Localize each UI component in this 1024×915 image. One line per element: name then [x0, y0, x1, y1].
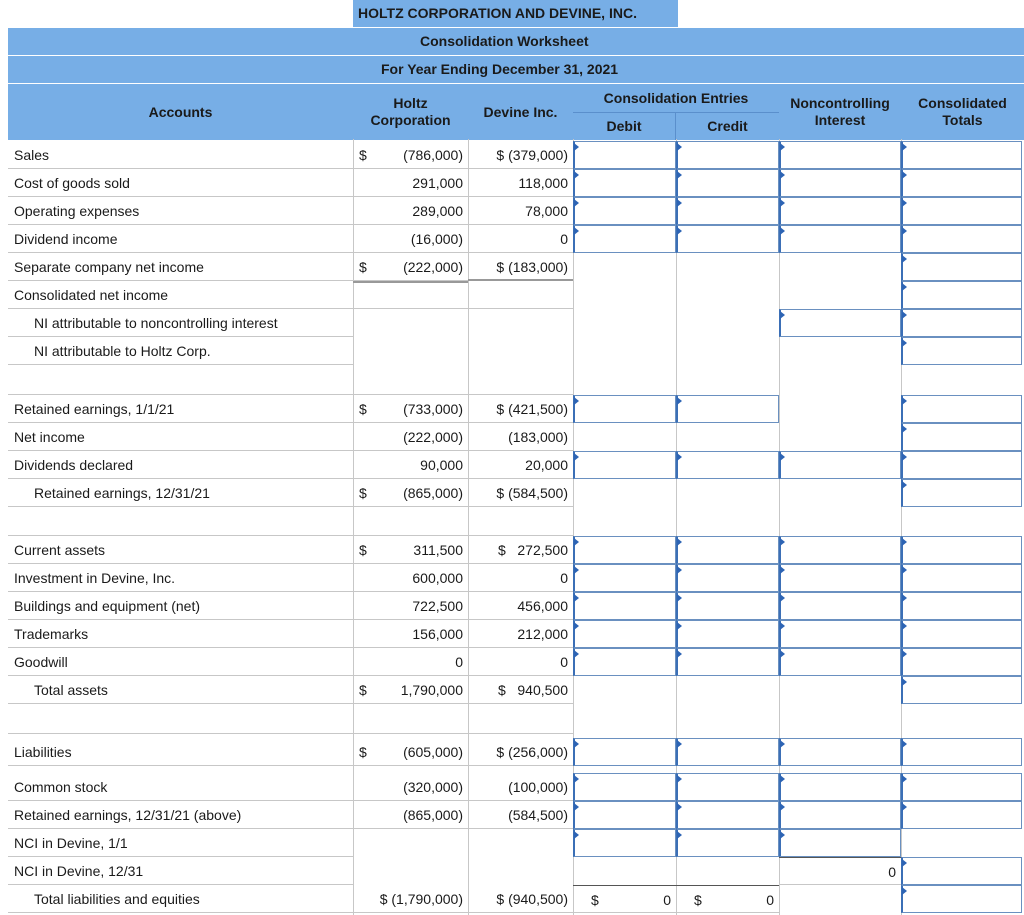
- consolidated-input[interactable]: [901, 479, 1022, 507]
- debit-input[interactable]: [573, 801, 676, 829]
- account-label: Sales: [8, 141, 353, 169]
- holtz-value: 289,000: [353, 197, 468, 225]
- credit-input[interactable]: [676, 197, 779, 225]
- account-label: Buildings and equipment (net): [8, 592, 353, 620]
- holtz-header: Holtz Corporation: [353, 84, 468, 140]
- account-label: NI attributable to noncontrolling interest: [8, 309, 353, 337]
- account-label: NCI in Devine, 12/31: [8, 857, 353, 885]
- debit-input[interactable]: [573, 197, 676, 225]
- table-row: [0, 225, 1024, 253]
- account-label: Retained earnings, 1/1/21: [8, 395, 353, 423]
- devine-value: 20,000: [468, 451, 573, 479]
- worksheet-period: For Year Ending December 31, 2021: [8, 56, 1024, 83]
- consolidated-input[interactable]: [901, 309, 1022, 337]
- debit-header: Debit: [573, 112, 676, 140]
- consolidated-input[interactable]: [901, 225, 1022, 253]
- debit-input[interactable]: [573, 225, 676, 253]
- devine-value: $ (940,500): [468, 885, 573, 913]
- account-label: Liabilities: [8, 738, 353, 766]
- nci-input[interactable]: [779, 592, 901, 620]
- debit-input[interactable]: [573, 451, 676, 479]
- holtz-value: 90,000: [353, 451, 468, 479]
- account-label: Dividends declared: [8, 451, 353, 479]
- credit-input[interactable]: [676, 141, 779, 169]
- nci-input[interactable]: [779, 536, 901, 564]
- table-row: [0, 197, 1024, 225]
- holtz-value: 722,500: [353, 592, 468, 620]
- table-row: [0, 451, 1024, 479]
- nci-input[interactable]: [779, 451, 901, 479]
- devine-value: [468, 281, 573, 309]
- holtz-value: (16,000): [353, 225, 468, 253]
- debit-input[interactable]: [573, 169, 676, 197]
- table-row: [0, 169, 1024, 197]
- devine-header: Devine Inc.: [468, 84, 573, 140]
- account-label: Goodwill: [8, 648, 353, 676]
- credit-input[interactable]: [676, 829, 779, 857]
- holtz-value: $ (1,790,000): [353, 885, 468, 913]
- account-label: Separate company net income: [8, 253, 353, 281]
- devine-value: 212,000: [468, 620, 573, 648]
- credit-input[interactable]: [676, 564, 779, 592]
- table-row: [0, 648, 1024, 676]
- table-row: [0, 773, 1024, 801]
- table-row: [0, 281, 1024, 309]
- nci-input[interactable]: [779, 829, 901, 857]
- account-label: Cost of goods sold: [8, 169, 353, 197]
- consolidated-input[interactable]: [901, 801, 1022, 829]
- table-row: [0, 592, 1024, 620]
- debit-input[interactable]: [573, 829, 676, 857]
- worksheet-title: HOLTZ CORPORATION AND DEVINE, INC.: [353, 0, 678, 27]
- nci-input[interactable]: [779, 197, 901, 225]
- account-label: Operating expenses: [8, 197, 353, 225]
- table-row: [0, 309, 1024, 337]
- table-row: [0, 857, 1024, 885]
- holtz-value: 156,000: [353, 620, 468, 648]
- credit-total: $ 0: [676, 885, 779, 913]
- consolidated-input[interactable]: [901, 857, 1022, 885]
- devine-value: $ (183,000): [468, 253, 573, 281]
- table-row: [0, 801, 1024, 829]
- consolidated-input[interactable]: [901, 395, 1022, 423]
- account-label: Retained earnings, 12/31/21 (above): [8, 801, 353, 829]
- nci-total-value: 0: [779, 857, 901, 885]
- holtz-value: $ 1,790,000: [353, 676, 468, 704]
- devine-value: (183,000): [468, 423, 573, 451]
- table-row: [0, 564, 1024, 592]
- consolidated-input[interactable]: [901, 592, 1022, 620]
- debit-input[interactable]: [573, 648, 676, 676]
- table-row: [0, 885, 1024, 913]
- debit-input[interactable]: [573, 620, 676, 648]
- devine-value: (100,000): [468, 773, 573, 801]
- account-label: Investment in Devine, Inc.: [8, 564, 353, 592]
- table-row: [0, 536, 1024, 564]
- holtz-value: (320,000): [353, 773, 468, 801]
- holtz-value: $ (786,000): [353, 141, 468, 169]
- holtz-value: $ (605,000): [353, 738, 468, 766]
- account-label: NI attributable to Holtz Corp.: [8, 337, 353, 365]
- credit-input[interactable]: [676, 801, 779, 829]
- holtz-value: $ (222,000): [353, 253, 468, 281]
- credit-input[interactable]: [676, 648, 779, 676]
- devine-value: $ (256,000): [468, 738, 573, 766]
- nci-input[interactable]: [779, 648, 901, 676]
- consolidated-input[interactable]: [901, 337, 1022, 365]
- holtz-value: $ 311,500: [353, 536, 468, 564]
- credit-input[interactable]: [676, 738, 779, 766]
- consolidated-input[interactable]: [901, 564, 1022, 592]
- table-row: [0, 676, 1024, 704]
- consolidated-input[interactable]: [901, 773, 1022, 801]
- devine-value: $ 272,500: [468, 536, 573, 564]
- account-label: Net income: [8, 423, 353, 451]
- accounts-header: Accounts: [8, 84, 353, 140]
- debit-total: $ 0: [573, 885, 676, 913]
- credit-input[interactable]: [676, 395, 779, 423]
- credit-input[interactable]: [676, 451, 779, 479]
- devine-value: $ (584,500): [468, 479, 573, 507]
- credit-input[interactable]: [676, 225, 779, 253]
- worksheet-subtitle: Consolidation Worksheet: [8, 28, 1024, 55]
- table-row: [0, 829, 1024, 857]
- debit-input[interactable]: [573, 592, 676, 620]
- table-row: [0, 395, 1024, 423]
- holtz-value: 291,000: [353, 169, 468, 197]
- account-label: Dividend income: [8, 225, 353, 253]
- devine-value: (584,500): [468, 801, 573, 829]
- consolidated-input[interactable]: [901, 885, 1022, 913]
- account-label: Current assets: [8, 536, 353, 564]
- credit-input[interactable]: [676, 169, 779, 197]
- devine-value: 456,000: [468, 592, 573, 620]
- nci-input[interactable]: [779, 225, 901, 253]
- account-label: Total assets: [8, 676, 353, 704]
- nci-input[interactable]: [779, 169, 901, 197]
- nci-header: Noncontrolling Interest: [779, 84, 901, 140]
- consolidated-input[interactable]: [901, 423, 1022, 451]
- devine-value: $ (421,500): [468, 395, 573, 423]
- account-label: Trademarks: [8, 620, 353, 648]
- credit-input[interactable]: [676, 536, 779, 564]
- table-row: [0, 620, 1024, 648]
- debit-input[interactable]: [573, 738, 676, 766]
- holtz-value: [353, 281, 468, 309]
- credit-input[interactable]: [676, 620, 779, 648]
- devine-value: 78,000: [468, 197, 573, 225]
- holtz-value: $ (865,000): [353, 479, 468, 507]
- credit-input[interactable]: [676, 592, 779, 620]
- table-row: [0, 141, 1024, 169]
- consolidated-input[interactable]: [901, 197, 1022, 225]
- consolidated-input[interactable]: [901, 620, 1022, 648]
- holtz-value: $ (733,000): [353, 395, 468, 423]
- nci-input[interactable]: [779, 141, 901, 169]
- devine-value: 118,000: [468, 169, 573, 197]
- consolidated-header: Consolidated Totals: [901, 84, 1024, 140]
- debit-input[interactable]: [573, 773, 676, 801]
- table-row: [0, 738, 1024, 766]
- consolidation-entries-header: Consolidation Entries: [573, 84, 779, 112]
- debit-input[interactable]: [573, 536, 676, 564]
- consolidated-input[interactable]: [901, 281, 1022, 309]
- divider: [8, 733, 573, 734]
- account-label: Common stock: [8, 773, 353, 801]
- devine-value: $ (379,000): [468, 141, 573, 169]
- nci-input[interactable]: [779, 620, 901, 648]
- consolidated-input[interactable]: [901, 676, 1022, 704]
- holtz-value: 0: [353, 648, 468, 676]
- account-label: Total liabilities and equities: [8, 885, 353, 913]
- consolidated-input[interactable]: [901, 451, 1022, 479]
- nci-input[interactable]: [779, 801, 901, 829]
- holtz-value: 600,000: [353, 564, 468, 592]
- debit-input[interactable]: [573, 564, 676, 592]
- consolidated-input[interactable]: [901, 141, 1022, 169]
- credit-input[interactable]: [676, 773, 779, 801]
- debit-input[interactable]: [573, 395, 676, 423]
- consolidated-input[interactable]: [901, 253, 1022, 281]
- devine-value: 0: [468, 225, 573, 253]
- table-row: [0, 253, 1024, 281]
- devine-value: 0: [468, 564, 573, 592]
- account-label: NCI in Devine, 1/1: [8, 829, 353, 857]
- nci-input[interactable]: [779, 564, 901, 592]
- devine-value: $ 940,500: [468, 676, 573, 704]
- table-row: [0, 423, 1024, 451]
- account-label: Consolidated net income: [8, 281, 353, 309]
- debit-input[interactable]: [573, 141, 676, 169]
- nci-input[interactable]: [779, 773, 901, 801]
- nci-input[interactable]: [779, 309, 901, 337]
- devine-value: 0: [468, 648, 573, 676]
- table-row: [0, 337, 1024, 365]
- nci-input[interactable]: [779, 738, 901, 766]
- holtz-value: (222,000): [353, 423, 468, 451]
- table-row: [0, 479, 1024, 507]
- consolidated-input[interactable]: [901, 738, 1022, 766]
- account-label: Retained earnings, 12/31/21: [8, 479, 353, 507]
- holtz-value: (865,000): [353, 801, 468, 829]
- consolidated-input[interactable]: [901, 536, 1022, 564]
- consolidated-input[interactable]: [901, 648, 1022, 676]
- consolidated-input[interactable]: [901, 169, 1022, 197]
- credit-header: Credit: [676, 112, 779, 140]
